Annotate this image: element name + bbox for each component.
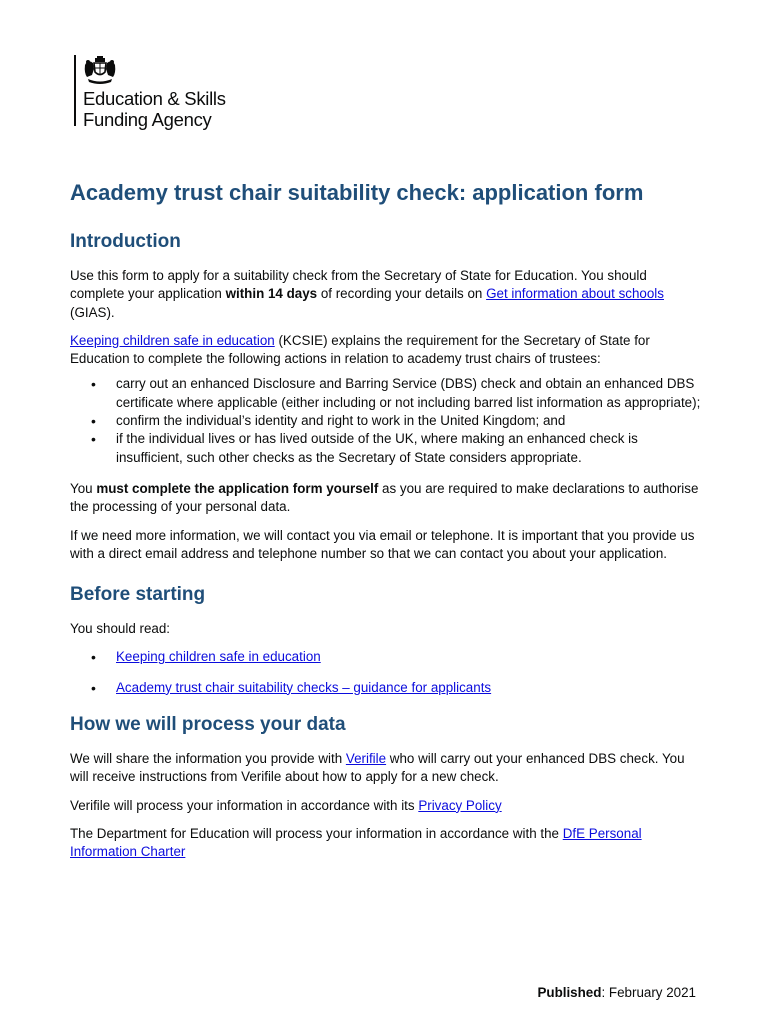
list-item [70,648,704,666]
privacy-policy-link[interactable]: Privacy Policy [418,797,502,813]
list-item: • if the individual lives or has lived outside of the UK, where making an enhanced check is insufficient, such other checks as the Secretary of State considers appropriate. [70,430,704,467]
list-item [70,679,704,697]
personal-information-charter-link[interactable]: DfE Personal Information Charter [70,825,642,860]
agency-name-line2: Funding Agency [83,109,212,130]
list-item: • carry out an enhanced Disclosure and Barring Service (DBS) check and obtain an enhanced DBS certificate where applicable (either including or not including barred list information as appropriate); [70,375,704,412]
kcsie-guidance-link[interactable]: Keeping children safe in education [116,649,321,665]
document-body [70,178,704,872]
gias-link[interactable]: Get information about schools [486,286,664,302]
processing-paragraph-3: The Department for Education will process your information in accordance with the DfE Personal Information Charter [70,825,642,860]
intro-paragraph-4: If we need more information, we will contact you via email or telephone. It is important that you provide us with a direct email address and telephone number so that we can contact you about your application. [70,527,695,561]
intro-paragraph-3: You must complete the application form yourself as you are required to make declarations to authorise the processing of your personal data. [70,480,699,515]
heading-before-starting: Before starting [70,584,206,606]
before-starting-intro: You should read: [70,621,171,637]
agency-name [83,88,226,130]
heading-data-processing: How we will process your data [70,714,346,736]
requirements-list [70,375,704,466]
kcsie-link[interactable]: Keeping children safe in education [70,332,275,348]
processing-paragraph-2: Verifile will process your information in accordance with its Privacy Policy [70,797,502,813]
verifile-link[interactable]: Verifile [345,751,387,767]
intro-paragraph-2: Keeping children safe in education (KCSIE) explains the requirement for the Secretary of State for Education to complete the following actions in relation to academy trust chairs of trustees: [70,332,650,367]
intro-paragraph-1: Use this form to apply for a suitability check from the Secretary of State for Education. You should complete your application within 14 days of recording your details on Get information about schools (GIAS). [70,268,664,320]
agency-name-line1: Education & Skills [83,88,226,109]
applicant-guidance-link[interactable]: Academy trust chair suitability checks – guidance for applicants [116,679,492,695]
heading-introduction: Introduction [70,231,181,252]
published-date: Published: February 2021 [537,985,696,1000]
logo-divider [74,55,76,126]
processing-paragraph-1: We will share the information you provide with Verifile who will carry out your enhanced DBS check. You will receive instructions from Verifile about how to apply for a new check. [70,751,685,785]
list-item: • confirm the individual’s identity and right to work in the United Kingdom; and [70,412,704,430]
page-title: Academy trust chair suitability check: application form [70,180,644,205]
royal-crest-icon [82,55,118,85]
reading-list [70,648,704,697]
